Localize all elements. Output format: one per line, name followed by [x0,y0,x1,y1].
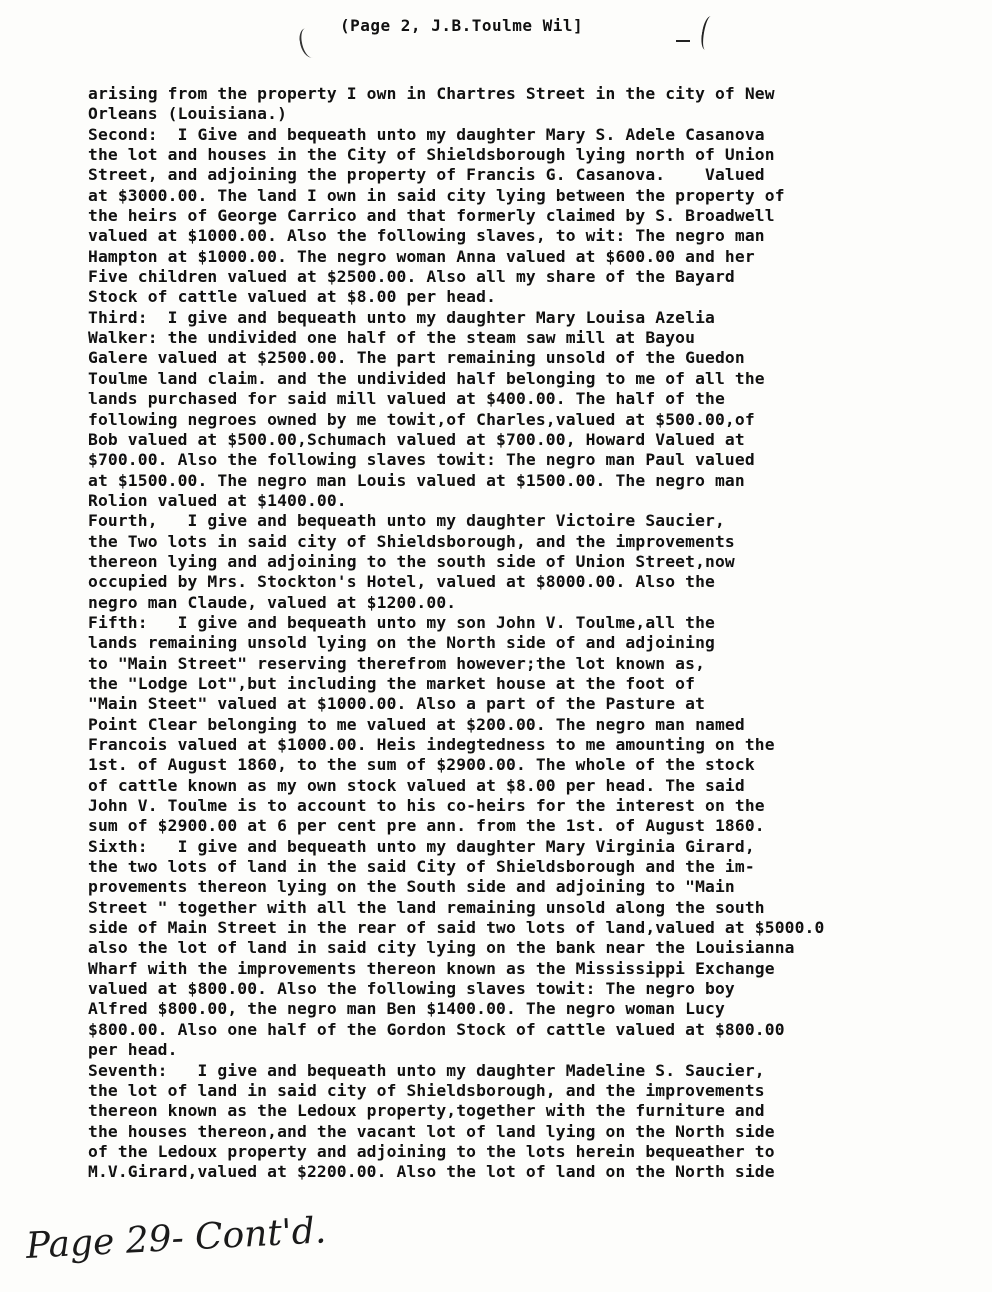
text-line: lands purchased for said mill valued at $400.00. The half of the [88,389,725,409]
text-line: occupied by Mrs. Stockton's Hotel, valued at $8000.00. Also the [88,572,715,592]
text-line: valued at $800.00. Also the following slaves towit: The negro boy [88,979,735,999]
text-line: of the Ledoux property and adjoining to the lots herein bequeather to [88,1141,775,1161]
text-line: M.V.Girard,valued at $2200.00. Also the lot of land on the North side [88,1162,775,1182]
text-line: Street, and adjoining the property of Francis G. Casanova. Valued [88,165,765,185]
text-line: "Main Steet" valued at $1000.00. Also a part of the Pasture at [88,694,706,714]
text-line: negro man Claude, valued at $1200.00. [88,592,457,612]
handwritten-note: Page 29- Cont'd. [24,1210,328,1267]
text-line: the heirs of George Carrico and that formerly claimed by S. Broadwell [88,206,775,226]
text-line: Galere valued at $2500.00. The part remaining unsold of the Guedon [88,348,745,368]
text-line: the houses thereon,and the vacant lot of land lying on the North side [88,1121,775,1141]
text-line: Wharf with the improvements thereon known as the Mississippi Exchange [88,958,775,978]
text-line: Street " together with all the land remaining unsold along the south [88,897,765,917]
text-line: lands remaining unsold lying on the North side of and adjoining [88,633,715,653]
text-line: John V. Toulme is to account to his co-heirs for the interest on the [88,796,765,816]
text-line: Bob valued at $500.00,Schumach valued at $700.00, Howard Valued at [88,429,745,449]
text-line: Second: I Give and bequeath unto my daughter Mary S. Adele Casanova [88,124,765,144]
text-line: Walker: the undivided one half of the steam saw mill at Bayou [88,328,696,348]
text-line: Stock of cattle valued at $8.00 per head. [88,287,497,307]
text-line: also the lot of land in said city lying on the bank near the Louisianna [88,938,795,958]
pen-mark [298,27,320,59]
text-line: the two lots of land in the said City of Shieldsborough and the im- [88,857,755,877]
text-line: Fourth, I give and bequeath unto my daughter Victoire Saucier, [88,511,725,531]
text-line: Third: I give and bequeath unto my daughter Mary Louisa Azelia [88,307,715,327]
text-line: to "Main Street" reserving therefrom however;the lot known as, [88,653,706,673]
text-line: of cattle known as my own stock valued at $8.00 per head. The said [88,775,745,795]
text-line: thereon lying and adjoining to the south side of Union Street,now [88,551,735,571]
page-header: (Page 2, J.B.Toulme Wil] [340,16,584,35]
pen-mark [699,15,717,51]
text-line: Toulme land claim. and the undivided half belonging to me of all the [88,368,765,388]
text-line: $700.00. Also the following slaves towit: The negro man Paul valued [88,450,755,470]
text-line: Hampton at $1000.00. The negro woman Anna valued at $600.00 and her [88,246,755,266]
text-line: valued at $1000.00. Also the following slaves, to wit: The negro man [88,226,765,246]
text-line: Fifth: I give and bequeath unto my son John V. Toulme,all the [88,612,715,632]
pen-mark [676,40,690,42]
document-body [88,84,988,1183]
text-line: the lot of land in said city of Shieldsborough, and the improvements [88,1080,765,1100]
text-line: sum of $2900.00 at 6 per cent pre ann. from the 1st. of August 1860. [88,816,765,836]
text-line: Seventh: I give and bequeath unto my daughter Madeline S. Saucier, [88,1060,765,1080]
text-line: Rolion valued at $1400.00. [88,490,347,510]
text-line: 1st. of August 1860, to the sum of $2900.00. The whole of the stock [88,755,755,775]
text-line: $800.00. Also one half of the Gordon Stock of cattle valued at $800.00 [88,1019,785,1039]
text-line: provements thereon lying on the South side and adjoining to "Main [88,877,735,897]
text-line: Francois valued at $1000.00. Heis indegtedness to me amounting on the [88,735,775,754]
text-line: Alfred $800.00, the negro man Ben $1400.00. The negro woman Lucy [88,999,725,1019]
text-line: Sixth: I give and bequeath unto my daughter Mary Virginia Girard, [88,836,755,856]
text-line: the "Lodge Lot",but including the market house at the foot of [88,673,696,693]
text-line: arising from the property I own in Chartres Street in the city of New [88,84,775,103]
text-line: per head. [88,1040,178,1060]
text-line: thereon known as the Ledoux property,together with the furniture and [88,1101,765,1121]
text-line: side of Main Street in the rear of said two lots of land,valued at $5000.0 [88,918,825,938]
text-line: Orleans (Louisiana.) [88,104,288,124]
text-line: at $1500.00. The negro man Louis valued at $1500.00. The negro man [88,470,745,490]
text-line: the Two lots in said city of Shieldsborough, and the improvements [88,531,735,551]
text-line: the lot and houses in the City of Shieldsborough lying north of Union [88,145,775,165]
text-line: following negroes owned by me towit,of Charles,valued at $500.00,of [88,409,755,429]
text-line: Point Clear belonging to me valued at $200.00. The negro man named [88,714,745,734]
text-line: at $3000.00. The land I own in said city lying between the property of [88,185,785,205]
text-line: Five children valued at $2500.00. Also all my share of the Bayard [88,267,735,287]
